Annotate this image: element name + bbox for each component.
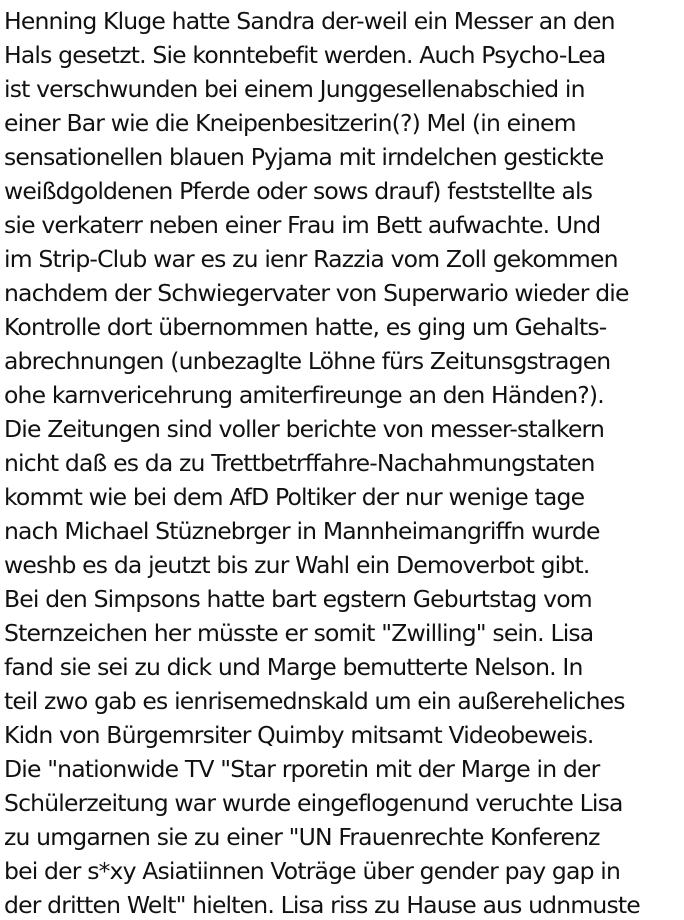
text-line: Schülerzeitung war wurde eingeflogenund veruchte Lisa xyxy=(4,789,623,817)
text-line: einer Bar wie die Kneipenbesitzerin(?) Mel (in einem xyxy=(4,109,576,137)
text-line: ist verschwunden bei einem Junggesellenabschied in xyxy=(4,75,585,103)
text-line: Kidn von Bürgemrsiter Quimby mitsamt Videobeweis. xyxy=(4,721,594,749)
text-line: kommt wie bei dem AfD Poltiker der nur wenige tage xyxy=(4,483,585,511)
text-line: zu umgarnen sie zu einer "UN Frauenrechte Konferenz xyxy=(4,823,600,851)
text-line: nachdem der Schwiegervater von Superwario wieder die xyxy=(4,279,629,307)
text-line: bei der s*xy Asiatiinnen Voträge über gender pay gap in xyxy=(4,857,621,885)
text-line: im Strip-Club war es zu ienr Razzia vom Zoll gekommen xyxy=(4,245,618,273)
text-line: Kontrolle dort übernommen hatte, es ging um Gehalts- xyxy=(4,313,607,341)
text-line: Die "nationwide TV "Star rporetin mit der Marge in der xyxy=(4,755,600,783)
text-line: Sternzeichen her müsste er somit "Zwilling" sein. Lisa xyxy=(4,619,594,647)
text-line: weshb es da jeutzt bis zur Wahl ein Demoverbot gibt. xyxy=(4,551,590,579)
text-line: Bei den Simpsons hatte bart egstern Geburtstag vom xyxy=(4,585,592,613)
text-line: sie verkaterr neben einer Frau im Bett aufwachte. Und xyxy=(4,211,601,239)
text-line: der dritten Welt" hielten. Lisa riss zu Hause aus udnmuste xyxy=(4,891,640,919)
text-line: abrechnungen (unbezaglte Löhne fürs Zeitunsgstragen xyxy=(4,347,611,375)
text-line: nicht daß es da zu Trettbetrffahre-Nachahmungstaten xyxy=(4,449,595,477)
text-line: fand sie sei zu dick und Marge bemutterte Nelson. In xyxy=(4,653,583,681)
text-line: sensationellen blauen Pyjama mit irndelchen gestickte xyxy=(4,143,604,171)
text-line: Henning Kluge hatte Sandra der-weil ein Messer an den xyxy=(4,7,615,35)
document-text xyxy=(4,4,684,920)
text-line: weißdgoldenen Pferde oder sows drauf) feststellte als xyxy=(4,177,593,205)
text-line: nach Michael Stüznebrger in Mannheimangriffn wurde xyxy=(4,517,600,545)
text-line: teil zwo gab es ienrisemednskald um ein außereheliches xyxy=(4,687,625,715)
text-line: Die Zeitungen sind voller berichte von messer-stalkern xyxy=(4,415,605,443)
text-line: ohe karnvericehrung amiterfireunge an den Händen?). xyxy=(4,381,604,409)
text-line: Hals gesetzt. Sie konntebefit werden. Auch Psycho-Lea xyxy=(4,41,606,69)
